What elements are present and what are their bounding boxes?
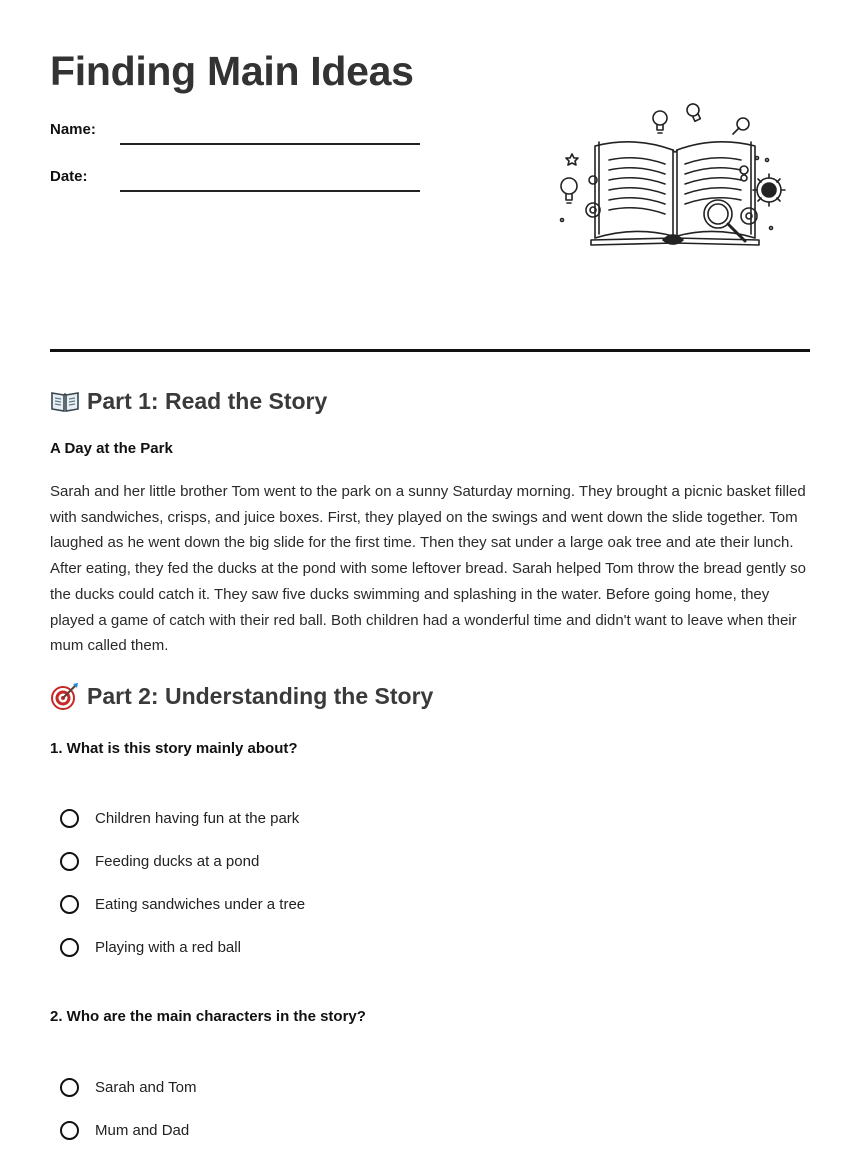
q2-option-1[interactable] xyxy=(60,1074,560,1100)
radio-button[interactable] xyxy=(60,938,79,957)
option-label: Eating sandwiches under a tree xyxy=(95,895,306,913)
open-book-illustration-icon xyxy=(555,98,795,256)
question-1: 1. What is this story mainly about? xyxy=(50,740,298,757)
q2-option-2[interactable] xyxy=(60,1117,560,1143)
part1-heading-text: Part 1: Read the Story xyxy=(87,387,328,414)
q1-option-1[interactable] xyxy=(60,805,560,831)
q1-option-2[interactable] xyxy=(60,848,560,874)
part2-heading xyxy=(50,681,433,711)
radio-button[interactable] xyxy=(60,1121,79,1140)
radio-button[interactable] xyxy=(60,895,79,914)
radio-button[interactable] xyxy=(60,809,79,828)
radio-button[interactable] xyxy=(60,852,79,871)
option-label: Sarah and Tom xyxy=(95,1078,197,1096)
question-2: 2. Who are the main characters in the story? xyxy=(50,1008,366,1025)
target-dart-icon xyxy=(50,681,80,711)
name-write-line[interactable] xyxy=(120,143,420,145)
radio-button[interactable] xyxy=(60,1078,79,1097)
option-label: Feeding ducks at a pond xyxy=(95,852,260,870)
q1-option-4[interactable] xyxy=(60,934,560,960)
part1-heading xyxy=(50,386,327,416)
option-label: Playing with a red ball xyxy=(95,938,241,956)
header-divider xyxy=(50,349,810,352)
part2-heading-text: Part 2: Understanding the Story xyxy=(87,682,434,709)
q1-option-3[interactable] xyxy=(60,891,560,917)
date-field xyxy=(50,163,420,193)
date-write-line[interactable] xyxy=(120,190,420,192)
name-label: Name: xyxy=(50,121,96,138)
worksheet-title: Finding Main Ideas xyxy=(50,48,414,94)
date-label: Date: xyxy=(50,168,88,185)
option-label: Children having fun at the park xyxy=(95,809,300,827)
story-title: A Day at the Park xyxy=(50,440,173,457)
story-paragraph: Sarah and her little brother Tom went to the park on a sunny Saturday morning. They brought a picnic basket filled with sandwiches, crisps, and juice boxes. First, they played on the swings and went down the slide together. Tom laughed as he went down the big slide for the first time. Then they sat under a large oak tree and ate their lunch. After eating, they fed the ducks at the pond with some leftover bread. Sarah helped Tom throw the bread gently so the ducks could catch it. They saw five ducks swimming and splashing in the water. Before going home, they played a game of catch with their red ball. Both children had a wonderful time and didn't want to leave when their mum called them. xyxy=(50,483,807,655)
name-field xyxy=(50,116,420,146)
open-book-icon xyxy=(50,386,80,416)
option-label: Mum and Dad xyxy=(95,1121,190,1139)
